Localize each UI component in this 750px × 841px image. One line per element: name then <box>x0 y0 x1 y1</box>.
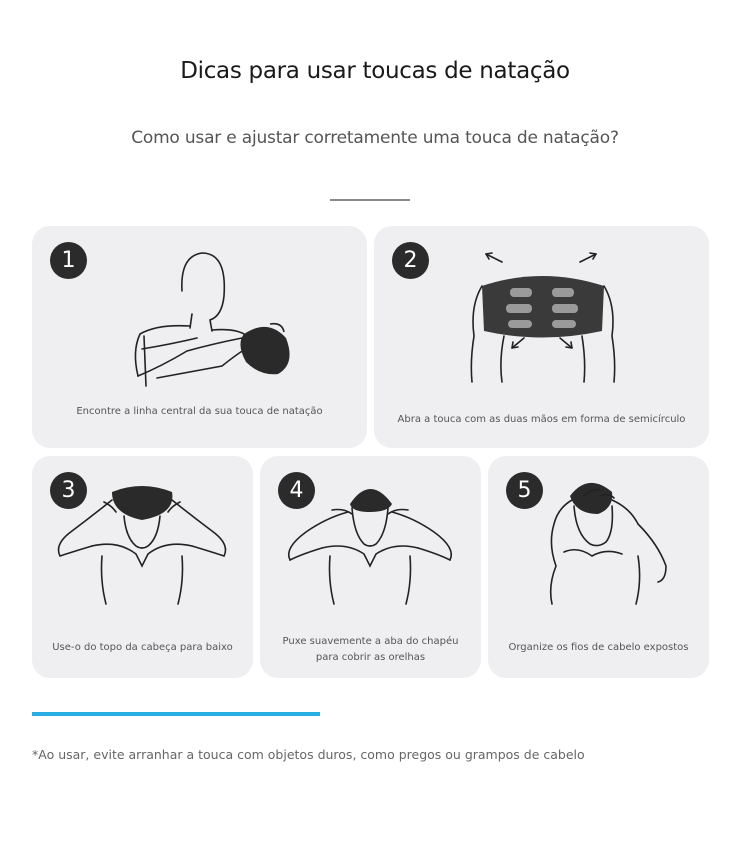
step-caption: Encontre a linha central da sua touca de natação <box>76 406 323 417</box>
accent-bar <box>32 712 320 716</box>
page-subtitle: Como usar e ajustar corretamente uma touca de natação? <box>131 128 619 148</box>
page-title: Dicas para usar toucas de natação <box>180 58 570 84</box>
step-card-3 <box>32 456 253 678</box>
step-number-badge: 4 <box>278 472 315 509</box>
step-caption: Organize os fios de cabelo expostos <box>508 642 689 653</box>
title-divider <box>330 199 410 201</box>
usage-footnote: *Ao usar, evite arranhar a touca com objetos duros, como pregos ou grampos de cabelo <box>32 747 585 762</box>
step-number-badge: 2 <box>392 242 429 279</box>
step-caption: Use-o do topo da cabeça para baixo <box>52 642 233 653</box>
step-card-2 <box>374 226 709 448</box>
step-card-1 <box>32 226 367 448</box>
step-card-5 <box>488 456 709 678</box>
step-number-badge: 5 <box>506 472 543 509</box>
step-caption: Puxe suavemente a aba do chapéu para cobrir as orelhas <box>282 636 459 663</box>
step-caption: Abra a touca com as duas mãos em forma de semicírculo <box>397 414 686 425</box>
step-number-badge: 1 <box>50 242 87 279</box>
step-card-4 <box>260 456 481 678</box>
step-number-badge: 3 <box>50 472 87 509</box>
